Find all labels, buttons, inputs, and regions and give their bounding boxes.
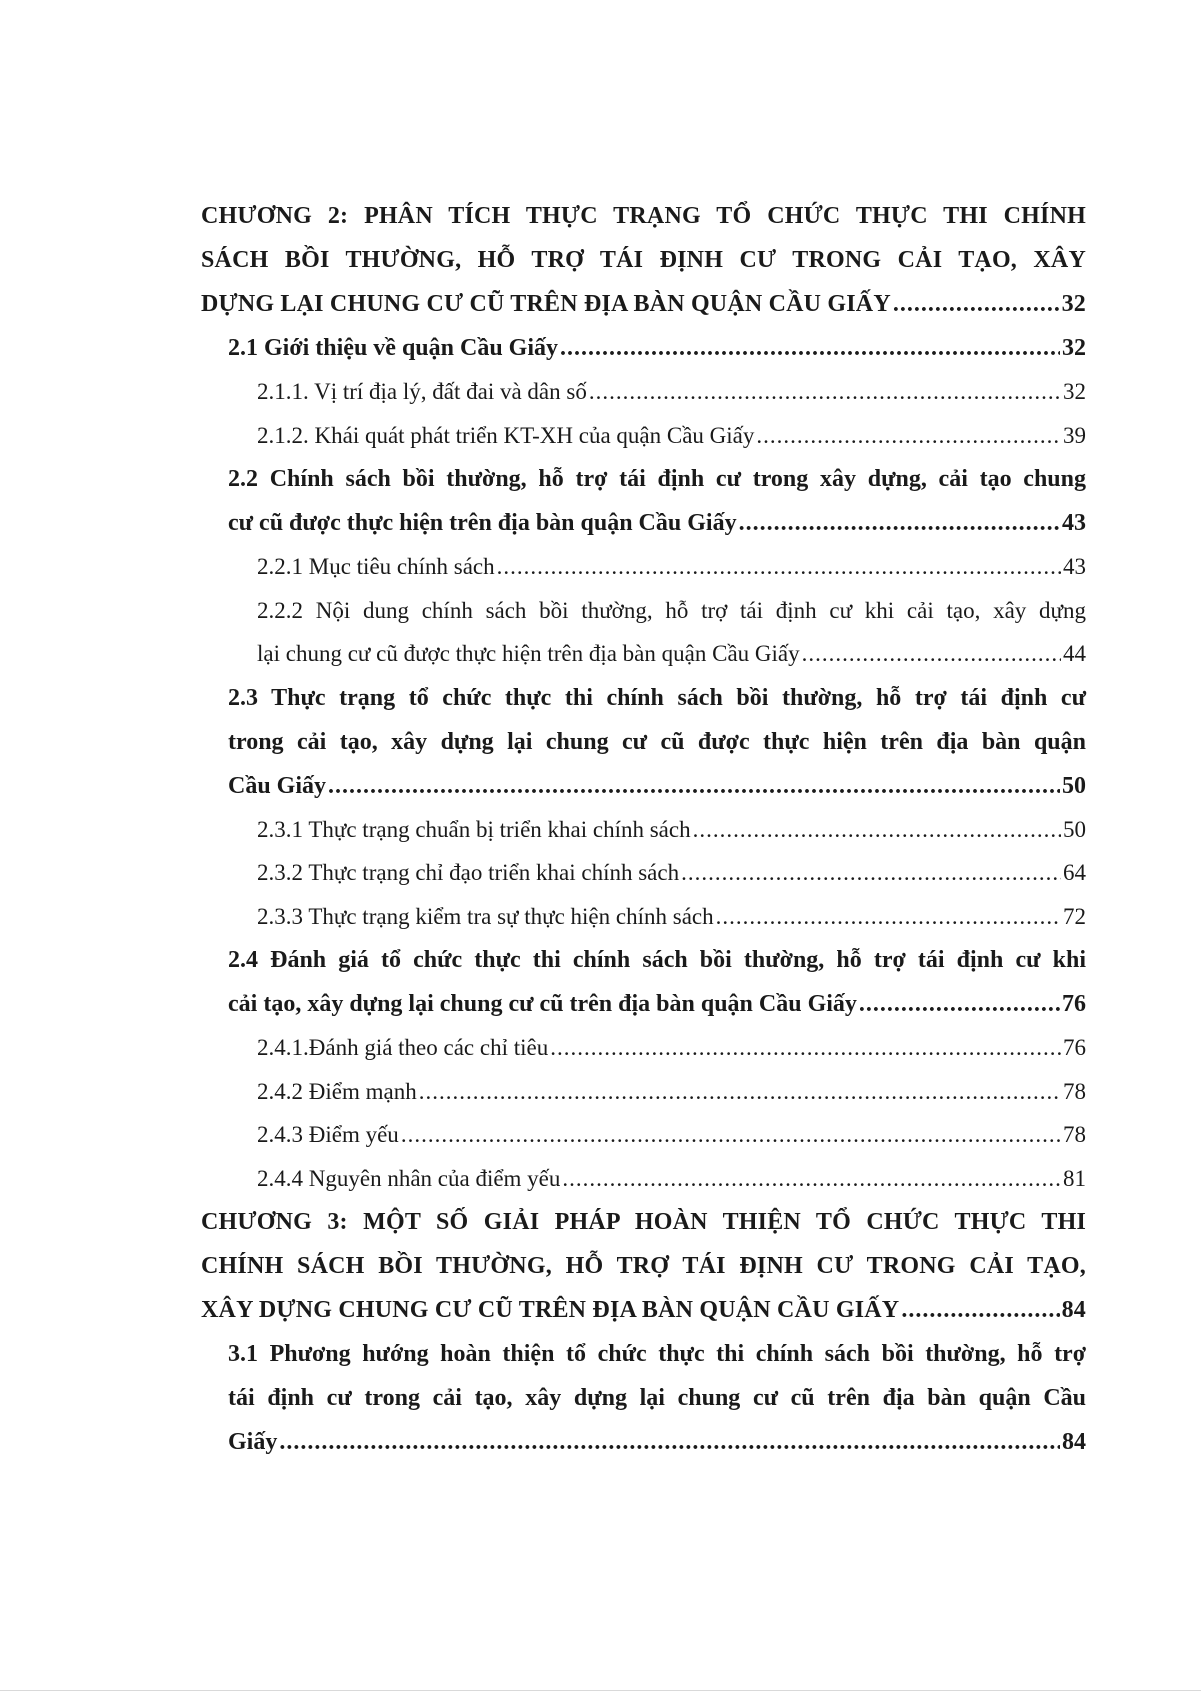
page-number: 50 <box>1063 816 1086 842</box>
page-number: 84 <box>1061 1297 1086 1323</box>
toc-line: 2.2.2 Nội dung chính sách bồi thường, hỗ trợ tái định cư khi cải tạo, xây dựng <box>257 597 1086 623</box>
toc-title: 2.1 Giới thiệu về quận Cầu Giấy <box>228 335 559 361</box>
toc-subsection-2-1-1[interactable] <box>0 370 1201 414</box>
page-number: 78 <box>1063 1078 1086 1104</box>
toc-line: 2.4 Đánh giá tổ chức thực thi chính sách bồi thường, hỗ trợ tái định cư khi <box>228 947 1086 973</box>
dot-leader <box>589 370 1061 414</box>
dot-leader <box>901 1288 1059 1332</box>
dot-leader <box>419 1070 1061 1114</box>
dot-leader <box>562 1157 1061 1201</box>
toc-title: cải tạo, xây dựng lại chung cư cũ trên địa bàn quận Cầu Giấy <box>228 991 857 1017</box>
dot-leader <box>401 1113 1061 1157</box>
page-number: 78 <box>1063 1122 1086 1147</box>
toc-subsection-2-4-3[interactable] <box>0 1113 1201 1157</box>
toc-title: 2.4.1.Đánh giá theo các chỉ tiêu <box>257 1035 549 1060</box>
toc-subsection-2-4-4[interactable] <box>0 1157 1201 1201</box>
dot-leader <box>802 632 1061 676</box>
dot-leader <box>560 326 1060 370</box>
toc-subsection-2-2-1[interactable] <box>0 545 1201 589</box>
toc-title: 2.2.1 Mục tiêu chính sách <box>257 554 495 579</box>
page-number: 32 <box>1063 379 1086 404</box>
toc-subsection-2-4-1[interactable] <box>0 1026 1201 1070</box>
toc-title: 2.4.4 Nguyên nhân của điểm yếu <box>257 1165 561 1191</box>
page-number: 84 <box>1062 1429 1086 1455</box>
toc-title: 2.3.2 Thực trạng chỉ đạo triển khai chính sách <box>257 860 680 885</box>
toc-subsection-2-3-2[interactable] <box>0 851 1201 895</box>
toc-title: XÂY DỰNG CHUNG CƯ CŨ TRÊN ĐỊA BÀN QUẬN CẦU GIẤY <box>201 1297 900 1323</box>
toc-title: 2.1.2. Khái quát phát triển KT-XH của quận Cầu Giấy <box>257 422 755 448</box>
page-number: 32 <box>1061 291 1086 317</box>
dot-leader <box>328 764 1060 808</box>
dot-leader <box>739 501 1060 545</box>
toc-title: 2.1.1. Vị trí địa lý, đất đai và dân số <box>257 379 587 404</box>
page-number: 39 <box>1063 422 1086 448</box>
toc-subsection-2-2-2[interactable] <box>0 589 1201 676</box>
page-number: 32 <box>1062 335 1086 361</box>
page-number: 76 <box>1062 991 1086 1017</box>
toc-section-2-1[interactable] <box>0 326 1201 370</box>
toc-title: 2.3.1 Thực trạng chuẩn bị triển khai chính sách <box>257 816 691 842</box>
toc-title: DỰNG LẠI CHUNG CƯ CŨ TRÊN ĐỊA BÀN QUẬN CẦU GIẤY <box>201 291 891 317</box>
toc-title: 2.3.3 Thực trạng kiểm tra sự thực hiện chính sách <box>257 903 714 929</box>
page-bottom-edge <box>0 1690 1201 1691</box>
page-number: 50 <box>1062 772 1086 799</box>
dot-leader <box>497 545 1061 589</box>
page-number: 43 <box>1062 510 1086 536</box>
dot-leader <box>859 982 1060 1026</box>
toc-section-2-2[interactable] <box>0 457 1201 545</box>
dot-leader <box>756 414 1061 458</box>
page-number: 64 <box>1063 860 1086 885</box>
toc-title: lại chung cư cũ được thực hiện trên địa bàn quận Cầu Giấy <box>257 641 800 666</box>
toc-section-2-4[interactable] <box>0 938 1201 1026</box>
toc-line: CHÍNH SÁCH BỒI THƯỜNG, HỖ TRỢ TÁI ĐỊNH CƯ TRONG CẢI TẠO, <box>201 1253 1086 1279</box>
toc-section-2-3[interactable] <box>0 676 1201 808</box>
toc-line: 3.1 Phương hướng hoàn thiện tổ chức thực thi chính sách bồi thường, hỗ trợ <box>228 1341 1086 1367</box>
dot-leader <box>279 1420 1060 1464</box>
toc-subsection-2-3-1[interactable] <box>0 808 1201 852</box>
dot-leader <box>716 895 1061 939</box>
toc-line: trong cải tạo, xây dựng lại chung cư cũ được thực hiện trên địa bàn quận <box>228 728 1086 755</box>
toc-line: tái định cư trong cải tạo, xây dựng lại chung cư cũ trên địa bàn quận Cầu <box>228 1385 1086 1411</box>
toc-title: 2.4.3 Điểm yếu <box>257 1122 399 1147</box>
dot-leader <box>550 1026 1061 1070</box>
toc-title: Giấy <box>228 1429 278 1455</box>
page-number: 43 <box>1063 554 1086 579</box>
toc-line: CHƯƠNG 2: PHÂN TÍCH THỰC TRẠNG TỔ CHỨC THỰC THI CHÍNH <box>201 203 1086 229</box>
toc-section-3-1[interactable] <box>0 1332 1201 1464</box>
page-number: 76 <box>1063 1035 1086 1060</box>
toc-chapter-2[interactable] <box>0 194 1201 326</box>
toc-line: CHƯƠNG 3: MỘT SỐ GIẢI PHÁP HOÀN THIỆN TỔ CHỨC THỰC THI <box>201 1209 1086 1235</box>
toc-title: 2.4.2 Điểm mạnh <box>257 1078 417 1104</box>
page-number: 72 <box>1063 903 1086 929</box>
page-number: 81 <box>1063 1165 1086 1191</box>
toc-line: SÁCH BỒI THƯỜNG, HỖ TRỢ TÁI ĐỊNH CƯ TRONG CẢI TẠO, XÂY <box>201 247 1086 273</box>
page-number: 44 <box>1063 641 1086 666</box>
table-of-contents <box>0 194 1201 1464</box>
toc-title: cư cũ được thực hiện trên địa bàn quận Cầu Giấy <box>228 510 737 536</box>
toc-subsection-2-4-2[interactable] <box>0 1070 1201 1114</box>
dot-leader <box>681 851 1061 895</box>
toc-title: Cầu Giấy <box>228 772 327 799</box>
dot-leader <box>693 808 1061 852</box>
toc-subsection-2-3-3[interactable] <box>0 895 1201 939</box>
toc-line: 2.2 Chính sách bồi thường, hỗ trợ tái định cư trong xây dựng, cải tạo chung <box>228 466 1086 492</box>
toc-chapter-3[interactable] <box>0 1200 1201 1332</box>
toc-line: 2.3 Thực trạng tổ chức thực thi chính sách bồi thường, hỗ trợ tái định cư <box>228 684 1086 711</box>
dot-leader <box>893 282 1060 326</box>
toc-subsection-2-1-2[interactable] <box>0 414 1201 458</box>
